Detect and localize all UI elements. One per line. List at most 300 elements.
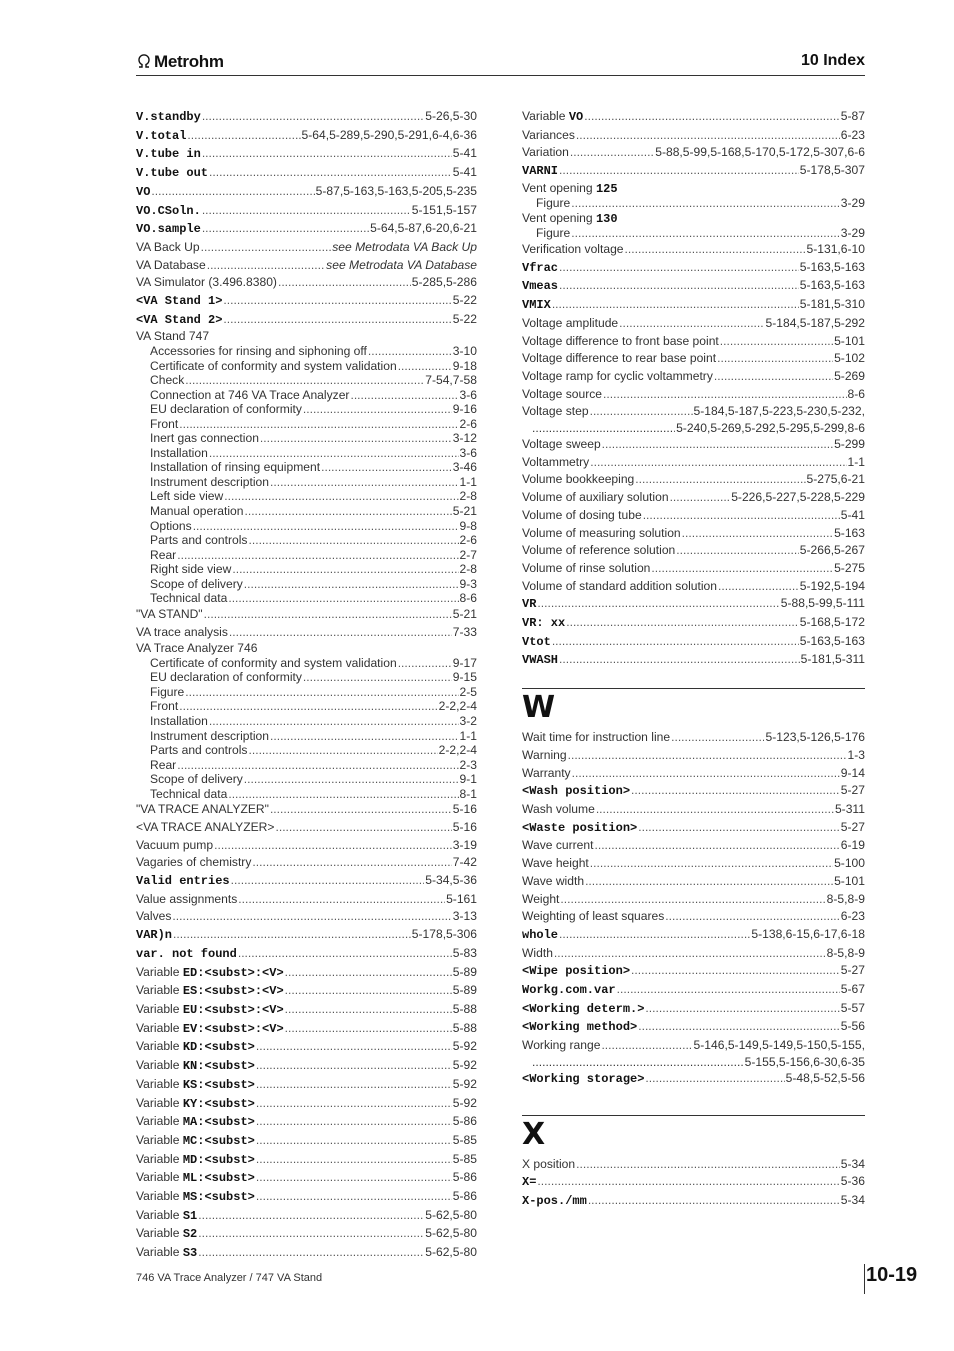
index-entry <box>522 108 865 127</box>
entry-term <box>150 591 227 606</box>
index-entry <box>136 819 477 837</box>
entry-pages: 5-36 <box>840 1174 865 1189</box>
entry-term <box>136 1001 284 1020</box>
leader-dots <box>201 239 332 257</box>
entry-pages: 9-3 <box>459 576 477 591</box>
entry-prefix: Variable <box>136 1039 183 1054</box>
entry-term <box>136 1244 197 1263</box>
entry-term <box>136 1188 255 1207</box>
leader-dots <box>151 183 314 201</box>
entry-term <box>150 489 223 504</box>
entry-term <box>136 1095 255 1114</box>
index-entry <box>136 982 477 1001</box>
index-entry <box>136 891 477 909</box>
entry-pages: 5-34 <box>840 1192 865 1207</box>
index-entry <box>136 624 477 642</box>
entry-pages: 5-266,5-267 <box>799 543 865 558</box>
entry-term-text: Voltage difference to rear base point <box>522 351 717 366</box>
index-entry <box>522 578 865 596</box>
entry-pages: 7-42 <box>452 855 477 870</box>
entry-prefix: Variable <box>136 1001 183 1016</box>
entry-term-text: Valves <box>136 909 172 924</box>
index-column-left <box>136 108 477 1263</box>
entry-term <box>522 259 558 278</box>
entry-pages: 5-102 <box>834 351 865 366</box>
entry-term-text: VA Back Up <box>136 239 200 254</box>
leader-dots <box>198 1244 424 1262</box>
entry-term <box>136 837 213 855</box>
index-entry <box>136 772 477 787</box>
index-entry <box>522 525 865 543</box>
index-entry <box>522 855 865 873</box>
leader-dots <box>252 854 451 872</box>
entry-term-text: Connection at 746 VA Trace Analyzer <box>150 387 350 402</box>
entry-term-text: MD:<subst> <box>182 1152 255 1167</box>
entry-term <box>150 743 247 758</box>
entry-term <box>136 257 206 275</box>
entry-term-text: S1 <box>182 1208 198 1223</box>
entry-pages: 5-163 <box>834 525 865 540</box>
entry-term-text: VWASH <box>522 653 559 668</box>
entry-pages: 3-6 <box>459 387 477 402</box>
index-entry <box>136 519 477 534</box>
entry-term <box>522 595 536 614</box>
leader-dots <box>202 202 411 220</box>
leader-dots <box>256 1038 452 1056</box>
leader-dots <box>537 595 779 613</box>
entry-pages: 5-138,6-15,6-17,6-18 <box>751 926 865 941</box>
entry-term <box>136 1076 255 1095</box>
index-entry <box>522 1037 865 1055</box>
index-entry <box>136 1113 477 1132</box>
index-group-x <box>522 1156 865 1211</box>
leader-dots <box>717 350 833 368</box>
entry-term-text: Vtot <box>522 634 551 649</box>
heading-prefix: Vent opening <box>522 180 596 195</box>
leader-dots <box>244 504 451 519</box>
entry-term-text: VO.sample <box>136 222 201 237</box>
entry-term-text: Options <box>150 518 192 533</box>
entry-term-text: Weighting of least squares <box>522 909 665 924</box>
heading-prefix: Vent opening <box>522 210 596 225</box>
entry-pages: 5-22 <box>452 293 477 308</box>
leader-dots <box>590 454 846 472</box>
leader-dots <box>179 417 458 432</box>
entry-term-text: V.total <box>136 128 187 143</box>
index-entry <box>136 292 477 311</box>
entry-term <box>522 981 616 1000</box>
index-entry <box>136 1151 477 1170</box>
index-entry <box>136 417 477 432</box>
entry-term <box>522 801 595 819</box>
entry-term-text: <VA Stand 1> <box>136 294 223 309</box>
index-entry <box>136 1169 477 1188</box>
entry-pages: 8-6 <box>459 591 477 606</box>
entry-term <box>150 772 243 787</box>
entry-term <box>136 1113 255 1132</box>
index-entry <box>136 359 477 374</box>
leader-dots <box>676 542 798 560</box>
entry-term <box>522 729 670 747</box>
entry-pages: 2-6 <box>459 533 477 548</box>
entry-pages: 3-46 <box>452 460 477 475</box>
index-entry <box>522 542 865 560</box>
entry-term <box>522 1173 536 1192</box>
leader-dots <box>228 591 458 606</box>
entry-pages: 5-275 <box>834 560 865 575</box>
entry-term-text: MC:<subst> <box>182 1133 255 1148</box>
index-entry <box>136 164 477 183</box>
leader-dots <box>584 108 840 126</box>
entry-term-text: Installation of rinsing equipment <box>150 460 321 475</box>
leader-dots <box>223 311 451 329</box>
entry-term <box>522 507 642 525</box>
entry-term-text: Front <box>150 699 179 714</box>
entry-term-text: Voltage step <box>522 404 589 419</box>
entry-term-text: Voltage amplitude <box>522 315 619 330</box>
entry-term <box>136 164 208 183</box>
entry-pages: 3-6 <box>459 445 477 460</box>
entry-term <box>150 758 176 773</box>
entry-term <box>150 388 349 403</box>
entry-term <box>150 417 178 432</box>
leader-dots <box>214 837 452 855</box>
leader-dots <box>270 729 459 744</box>
leader-dots <box>256 1169 452 1187</box>
leader-dots <box>532 1055 744 1070</box>
index-entry <box>136 220 477 239</box>
entry-pages: 5-86 <box>452 1114 477 1129</box>
entry-term-text: S2 <box>182 1227 198 1242</box>
entry-term-text: Volume of measuring solution <box>522 525 681 540</box>
leader-dots <box>638 1018 840 1036</box>
entry-term <box>522 1000 644 1019</box>
entry-term-text: VR: xx <box>522 616 566 631</box>
leader-dots <box>238 945 452 963</box>
leader-dots <box>368 344 452 359</box>
entry-term <box>136 145 201 164</box>
index-entry <box>136 504 477 519</box>
entry-term <box>522 1018 637 1037</box>
entry-term <box>522 1070 644 1089</box>
entry-term-text: Working range <box>522 1038 601 1053</box>
index-letter-x: X <box>522 1116 546 1152</box>
leader-dots <box>303 670 452 685</box>
entry-pages: 9-15 <box>452 670 477 685</box>
entry-term <box>136 202 201 221</box>
entry-term-text: VA Database <box>136 257 206 272</box>
entry-pages: 2-5 <box>459 684 477 699</box>
entry-term <box>136 1151 255 1170</box>
entry-term-text: Workg.com.var <box>522 983 616 998</box>
leader-dots <box>256 1132 452 1150</box>
leader-dots <box>187 127 300 145</box>
entry-term <box>522 908 664 926</box>
entry-term <box>522 315 618 333</box>
entry-pages: 5-178,5-307 <box>799 163 865 178</box>
entry-pages: 2-8 <box>459 562 477 577</box>
entry-pages: 5-269 <box>834 368 865 383</box>
entry-term <box>136 908 171 926</box>
entry-term-text: Weight <box>522 891 560 906</box>
entry-term <box>136 872 230 891</box>
index-entry <box>522 144 865 162</box>
entry-term-text: Volume of rinse solution <box>522 560 651 575</box>
entry-term-text: KS:<subst> <box>182 1077 255 1092</box>
index-entry <box>136 311 477 330</box>
index-entry <box>136 1001 477 1020</box>
leader-dots <box>260 431 452 446</box>
leader-dots <box>248 743 437 758</box>
index-entry <box>136 872 477 891</box>
entry-term <box>150 685 184 700</box>
brand-name: Metrohm <box>154 52 224 71</box>
entry-prefix: Variable <box>136 1058 183 1073</box>
entry-term-text: EU declaration of conformity <box>150 402 302 417</box>
entry-pages: 5-62,5-80 <box>425 1226 477 1241</box>
entry-term <box>150 562 231 577</box>
entry-term-text: Volume of reference solution <box>522 543 676 558</box>
entry-term <box>522 855 589 873</box>
entry-term-text: Vagaries of chemistry <box>136 855 252 870</box>
entry-term-text: VO <box>136 184 151 199</box>
index-entry <box>136 274 477 292</box>
leader-dots <box>594 837 839 855</box>
entry-pages: 8-1 <box>459 786 477 801</box>
entry-pages: 5-57 <box>840 1000 865 1015</box>
entry-term <box>136 108 201 127</box>
entry-pages: 5-101 <box>834 333 865 348</box>
entry-pages: 5-64,5-87,6-20,6-21 <box>370 221 477 236</box>
leader-dots <box>571 226 840 241</box>
index-entry <box>522 962 865 981</box>
leader-dots <box>559 259 799 277</box>
entry-pages: 5-285,5-286 <box>411 275 477 290</box>
entry-term <box>136 982 284 1001</box>
leader-dots <box>244 577 459 592</box>
entry-term <box>522 578 717 596</box>
index-entry <box>522 1070 865 1089</box>
entry-term-text: EV:<subst>:<V> <box>182 1021 284 1036</box>
entry-term-text: Voltammetry <box>522 454 590 469</box>
entry-term <box>150 344 367 359</box>
index-entry <box>522 945 865 963</box>
leader-dots <box>570 144 654 162</box>
entry-pages: 9-16 <box>452 402 477 417</box>
index-entry <box>136 964 477 983</box>
entry-term <box>136 1020 284 1039</box>
index-entry <box>136 591 477 606</box>
entry-term-text: Variation <box>522 145 569 160</box>
entry-pages: 9-14 <box>840 765 865 780</box>
entry-term-text: Wave height <box>522 856 589 871</box>
entry-term <box>136 1132 255 1151</box>
entry-term-text: Voltage source <box>522 386 603 401</box>
leader-dots <box>645 1000 839 1018</box>
omega-logo-icon <box>136 53 152 69</box>
index-entry <box>522 1173 865 1192</box>
entry-term <box>522 1156 575 1174</box>
leader-dots <box>248 533 458 548</box>
entry-term-text: Volume of standard addition solution <box>522 578 717 593</box>
entry-pages: 3-13 <box>452 909 477 924</box>
entry-term-text: Vmeas <box>522 279 559 294</box>
index-entry <box>136 577 477 592</box>
entry-term-text: <VA Stand 2> <box>136 312 223 327</box>
entry-term <box>522 454 589 472</box>
entry-term <box>136 606 203 624</box>
entry-prefix: Variable <box>136 1020 183 1035</box>
leader-dots <box>198 1225 424 1243</box>
entry-term-text: Front <box>150 416 179 431</box>
entry-pages: 5-163,5-163 <box>799 259 865 274</box>
leader-dots <box>256 1057 452 1075</box>
leader-dots <box>560 891 825 909</box>
leader-dots <box>552 633 799 651</box>
footer-divider <box>864 1264 865 1294</box>
index-entry <box>522 633 865 652</box>
entry-pages: 5-89 <box>452 983 477 998</box>
index-heading <box>522 181 865 197</box>
index-entry <box>136 446 477 461</box>
entry-term-text: VA Simulator (3.496.8380) <box>136 275 277 290</box>
entry-pages: 5-181,5-310 <box>799 297 865 312</box>
leader-dots <box>179 699 437 714</box>
entry-pages: 1-1 <box>847 454 865 469</box>
entry-term-text: ES:<subst>:<V> <box>182 984 284 999</box>
entry-term <box>522 241 624 259</box>
index-entry <box>522 259 865 278</box>
entry-term-text: MS:<subst> <box>182 1190 255 1205</box>
entry-pages: 6-23 <box>840 909 865 924</box>
entry-pages: 5-168,5-172 <box>799 615 865 630</box>
entry-term-text: VO <box>568 110 584 124</box>
entry-pages: 8-5,8-9 <box>826 891 865 906</box>
entry-term-text: <Waste position> <box>522 820 638 835</box>
entry-term-text: ED:<subst>:<V> <box>182 965 284 980</box>
entry-term-text: Technical data <box>150 591 228 606</box>
entry-term-text: KD:<subst> <box>182 1040 255 1055</box>
leader-dots <box>552 296 799 314</box>
entry-term <box>522 837 593 855</box>
index-entry <box>136 926 477 945</box>
entry-term-text: Wait time for instruction line <box>522 730 671 745</box>
entry-term-text: Figure <box>536 226 571 241</box>
index-entry <box>136 127 477 146</box>
leader-dots <box>645 1070 784 1088</box>
leader-dots <box>559 277 799 295</box>
entry-term <box>136 311 222 330</box>
entry-term <box>150 787 227 802</box>
entry-pages: 5-16 <box>452 819 477 834</box>
entry-term <box>522 926 558 945</box>
leader-dots <box>209 714 459 729</box>
index-entry <box>522 1000 865 1019</box>
section-divider <box>522 688 865 689</box>
page-header <box>136 50 865 76</box>
index-entry <box>522 350 865 368</box>
leader-dots <box>207 257 325 275</box>
leader-dots <box>566 614 799 632</box>
entry-term <box>136 220 201 239</box>
entry-term <box>522 333 719 351</box>
index-entry <box>136 758 477 773</box>
leader-dots <box>532 421 675 436</box>
entry-pages: 5-83 <box>452 945 477 960</box>
entry-term-text: Technical data <box>150 786 228 801</box>
index-entry <box>136 388 477 403</box>
index-entry <box>136 1057 477 1076</box>
index-entry <box>136 670 477 685</box>
section-title: 10 Index <box>800 52 865 69</box>
leader-dots <box>244 772 459 787</box>
entry-pages: 1-1 <box>459 728 477 743</box>
entry-pages: 5-151,5-157 <box>411 202 477 217</box>
entry-term <box>522 108 583 127</box>
leader-dots <box>576 127 840 145</box>
entry-pages: 5-163,5-163 <box>799 633 865 648</box>
leader-dots <box>232 562 458 577</box>
entry-term-text: Wave current <box>522 838 594 853</box>
entry-term <box>150 714 208 729</box>
entry-term <box>136 292 222 311</box>
entry-pages: 7-54,7-58 <box>425 373 477 388</box>
entry-term-text: X-pos./mm <box>522 1193 587 1208</box>
entry-term-text: Wash volume <box>522 801 595 816</box>
index-entry <box>136 402 477 417</box>
entry-term-text: Valid entries <box>136 874 230 889</box>
index-entry <box>522 560 865 578</box>
entry-term <box>136 964 284 983</box>
index-entry <box>136 606 477 624</box>
entry-pages: 5-27 <box>840 783 865 798</box>
entry-pages: 5-192,5-194 <box>799 578 865 593</box>
entry-term <box>136 624 228 642</box>
leader-dots <box>229 624 452 642</box>
entry-term <box>522 471 634 489</box>
entry-prefix: Variable <box>136 1151 183 1166</box>
entry-term <box>522 633 551 652</box>
entry-pages: 9-1 <box>459 772 477 787</box>
entry-term-text: Certificate of conformity and system validation <box>150 655 397 670</box>
entry-prefix: Variable <box>136 983 183 998</box>
entry-term <box>136 1225 197 1244</box>
entry-pages: 8-5,8-9 <box>826 945 865 960</box>
index-entry <box>136 729 477 744</box>
index-entry <box>522 614 865 633</box>
entry-term-text: <Wash position> <box>522 784 631 799</box>
index-entry <box>136 743 477 758</box>
leader-dots <box>585 873 833 891</box>
entry-pages: 2-8 <box>459 489 477 504</box>
index-entry <box>522 765 865 783</box>
index-entry <box>136 1188 477 1207</box>
leader-dots <box>568 747 847 765</box>
index-letter-w: W <box>522 690 556 726</box>
leader-dots <box>559 162 799 180</box>
entry-term <box>150 373 184 388</box>
index-entry <box>136 1095 477 1114</box>
entry-term <box>136 1057 255 1076</box>
index-entry <box>136 908 477 926</box>
entry-pages-continued: 5-240,5-269,5-292,5-295,5-299,8-6 <box>676 421 865 436</box>
entry-prefix: Variable <box>136 1076 183 1091</box>
entry-term <box>522 782 630 801</box>
entry-pages: 5-226,5-227,5-228,5-229 <box>731 490 865 505</box>
entry-pages: 5-89 <box>452 964 477 979</box>
index-entry <box>136 1038 477 1057</box>
leader-dots <box>631 782 840 800</box>
